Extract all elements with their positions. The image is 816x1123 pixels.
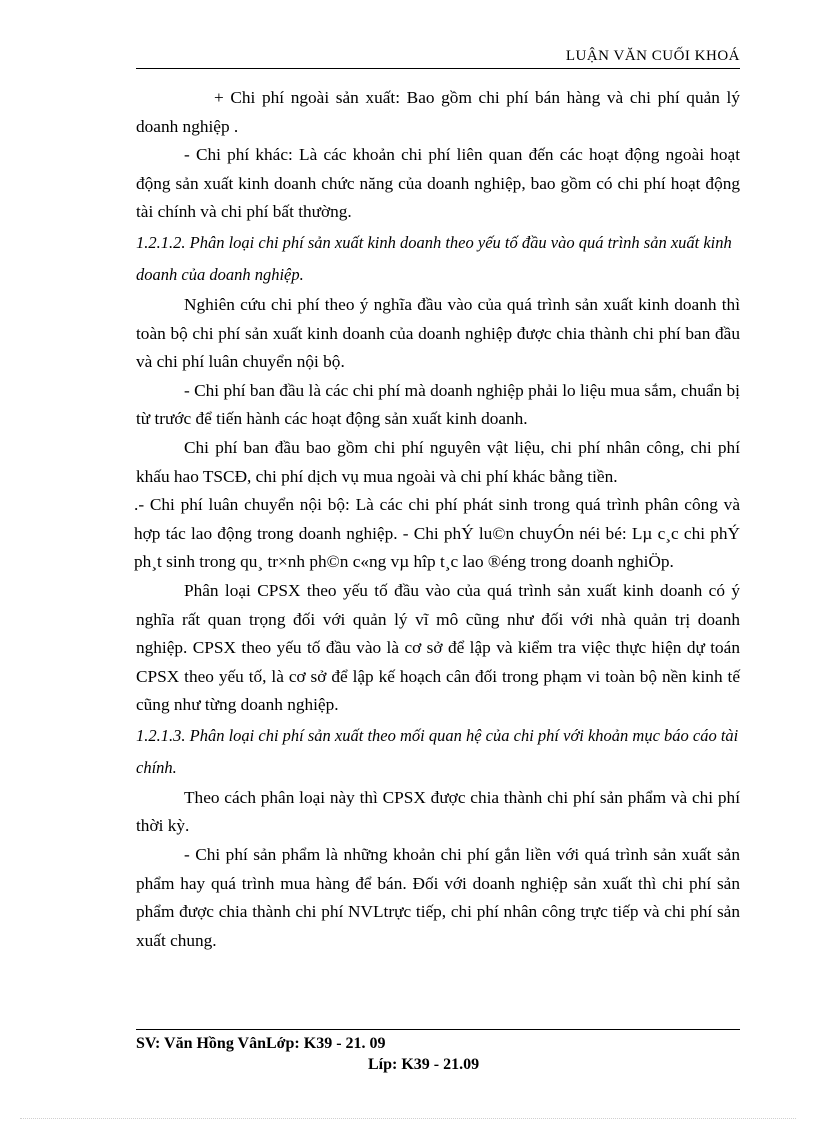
header-divider — [136, 68, 740, 69]
paragraph-product-period-cost: Theo cách phân loại này thì CPSX được chia thành chi phí sản phẩm và chi phí thời kỳ. — [136, 787, 740, 836]
paragraph-product-cost: - Chi phí sản phẩm là những khoản chi phí gắn liền với quá trình sản xuất sản phẩm hay quá trình mua hàng để bán. Đối với doanh nghiệp sản xuất thì chi phí sản phẩm được chia thành chi phí NVLtrực tiếp, chi phí nhân công trực tiếp và chi phí sản xuất chung. — [136, 845, 740, 950]
paragraph-other-cost: - Chi phí khác: Là các khoản chi phí liên quan đến các hoạt động ngoài hoạt động sản xuất kinh doanh chức năng của doanh nghiệp, bao gồm có chi phí hoạt động tài chính và chi phí bất thường. — [136, 145, 740, 222]
section-heading-1-2-1-2: 1.2.1.2. Phân loại chi phí sản xuất kinh doanh theo yếu tố đầu vào quá trình sản xuất kinh doanh của doanh nghiệp. — [136, 232, 732, 284]
paragraph-input-study: Nghiên cứu chi phí theo ý nghĩa đầu vào của quá trình sản xuất kinh doanh thì toàn bộ chi phí sản xuất kinh doanh của doanh nghiệp được chia thành chi phí ban đầu và chi phí luân chuyển nội bộ. — [136, 294, 740, 372]
footer-student-info: SV: Văn Hồng VânLớp: K39 - 21. 09 — [136, 1035, 386, 1052]
running-header: LUẬN VĂN CUỐI KHOÁ — [565, 48, 740, 64]
document-body — [136, 84, 740, 955]
page-bottom-border — [20, 1118, 796, 1119]
paragraph-internal-transfer-cost: .- Chi phí luân chuyển nội bộ: Là các chi phí phát sinh trong quá trình phân công và hợp tác lao động trong doanh nghiệp. - Chi phÝ lu©n chuyÓn néi bé: Lµ c¸c chi phÝ ph¸t sinh trong qu¸ tr×nh ph©n c«ng vµ hîp t¸c lao ®éng trong doanh nghiÖp. — [134, 495, 740, 572]
footer-class-info: Líp: K39 - 21.09 — [368, 1056, 480, 1073]
footer-divider — [136, 1029, 740, 1030]
paragraph-initial-cost-items: Chi phí ban đầu bao gồm chi phí nguyên vật liệu, chi phí nhân công, chi phí khấu hao TSCĐ, chi phí dịch vụ mua ngoài và chi phí khác bằng tiền. — [136, 437, 740, 486]
section-heading-1-2-1-3: 1.2.1.3. Phân loại chi phí sản xuất theo mối quan hệ của chi phí với khoản mục báo cáo tài chính. — [136, 725, 739, 777]
paragraph-classification-significance: Phân loại CPSX theo yếu tố đầu vào của quá trình sản xuất kinh doanh có ý nghĩa rất quan trọng đối với quản lý vĩ mô cũng như đối với nhà quản trị doanh nghiệp. CPSX theo yếu tố đầu vào là cơ sở để lập và kiểm tra việc thực hiện dự toán CPSX theo yếu tố, là cơ sở để lập kế hoạch cân đối trong phạm vi toàn bộ nền kinh tế cũng như từng doanh nghiệp. — [136, 580, 740, 715]
paragraph-initial-cost: - Chi phí ban đầu là các chi phí mà doanh nghiệp phải lo liệu mua sắm, chuẩn bị từ trước để tiến hành các hoạt động sản xuất kinh doanh. — [136, 380, 740, 429]
paragraph-non-production-cost: + Chi phí ngoài sản xuất: Bao gồm chi phí bán hàng và chi phí quản lý doanh nghiệp . — [136, 88, 740, 136]
